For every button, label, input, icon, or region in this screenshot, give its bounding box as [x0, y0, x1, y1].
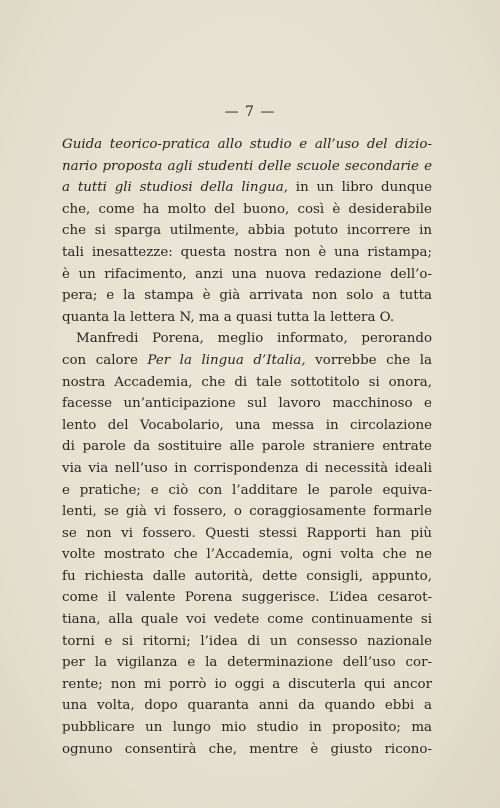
- text-line: [62, 242, 432, 264]
- italic-text: Per la lingua d’Italia,: [147, 352, 306, 368]
- text-line: [62, 436, 432, 458]
- text-run: lento del Vocabolario, una messa in circolazione: [62, 417, 432, 433]
- text-line: [62, 285, 432, 307]
- text-line: [62, 652, 432, 674]
- text-line: [62, 307, 432, 329]
- text-line: [62, 717, 432, 739]
- body-text: [62, 134, 432, 760]
- text-line: [62, 415, 432, 437]
- text-line: [62, 177, 432, 199]
- italic-text: Guida teorico-pratica allo studio e all’uso del dizio-: [62, 137, 432, 152]
- text-run: facesse un’anticipazione sul lavoro macchinoso e: [62, 396, 432, 412]
- text-line: [62, 458, 432, 480]
- text-run: di parole da sostituire alle parole straniere entrate: [62, 439, 432, 455]
- text-line: [62, 134, 432, 156]
- text-line: [62, 695, 432, 717]
- text-line: [62, 393, 432, 415]
- text-run: via via nell’uso in corrispondenza di necessità ideali: [62, 460, 432, 476]
- text-line: [62, 739, 432, 761]
- text-line: [62, 328, 432, 350]
- text-line: [62, 264, 432, 286]
- text-run: pera; e la stampa è già arrivata non solo a tutta: [62, 288, 432, 304]
- text-line: [62, 372, 432, 394]
- text-run: è un rifacimento, anzi una nuova redazione dell’o-: [62, 266, 432, 282]
- italic-text: nario proposta agli studenti delle scuole secondarie e: [62, 158, 432, 174]
- page-number: — 7 —: [224, 104, 276, 120]
- text-run: rente; non mi porrò io oggi a discuterla qui ancor: [62, 676, 432, 692]
- text-run: tali inesattezze: questa nostra non è una ristampa;: [62, 244, 432, 260]
- text-line: [62, 156, 432, 178]
- text-line: [62, 199, 432, 221]
- text-run: volte mostrato che l’Accademia, ogni volta che ne: [62, 547, 432, 563]
- text-run: Manfredi Porena, meglio informato, perorando: [76, 331, 432, 347]
- text-run: tiana, alla quale voi vedete come continuamente si: [62, 612, 432, 628]
- text-run: lenti, se già vi fossero, o coraggiosamente formarle: [62, 504, 432, 520]
- text-run: e pratiche; e ciò con l’additare le parole equiva-: [62, 482, 432, 498]
- text-line: [62, 220, 432, 242]
- text-line: [62, 609, 432, 631]
- text-run: torni e si ritorni; l’idea di un consesso nazionale: [62, 633, 432, 649]
- text-run: con calore: [62, 352, 148, 368]
- text-line: [62, 544, 432, 566]
- text-line: [62, 350, 432, 372]
- text-run: se non vi fossero. Questi stessi Rapporti han più: [62, 525, 432, 541]
- text-line: [62, 631, 432, 653]
- text-line: [62, 566, 432, 588]
- italic-text: a tutti gli studiosi della lingua,: [62, 180, 288, 196]
- text-run: fu richiesta dalle autorità, dette consigli, appunto,: [62, 568, 432, 584]
- text-line: [62, 523, 432, 545]
- text-run: una volta, dopo quaranta anni da quando ebbi a: [62, 698, 432, 714]
- text-run: che si sparga utilmente, abbia potuto incorrere in: [62, 223, 432, 239]
- text-run: vorrebbe che la: [305, 352, 432, 368]
- text-line: [62, 501, 432, 523]
- text-line: [62, 480, 432, 502]
- text-run: quanta la lettera N, ma a quasi tutta la lettera O.: [62, 309, 395, 325]
- text-line: [62, 674, 432, 696]
- text-line: [62, 587, 432, 609]
- text-run: per la vigilanza e la determinazione dell’uso cor-: [62, 655, 432, 671]
- text-run: in un libro dunque: [287, 180, 432, 196]
- text-run: pubblicare un lungo mio studio in proposito; ma: [62, 720, 432, 736]
- text-run: che, come ha molto del buono, così è desiderabile: [62, 201, 432, 217]
- text-run: ognuno consentirà che, mentre è giusto ricono-: [62, 741, 432, 757]
- text-run: come il valente Porena suggerisce. L’idea cesarot-: [62, 590, 432, 606]
- text-run: nostra Accademia, che di tale sottotitolo si onora,: [62, 374, 432, 390]
